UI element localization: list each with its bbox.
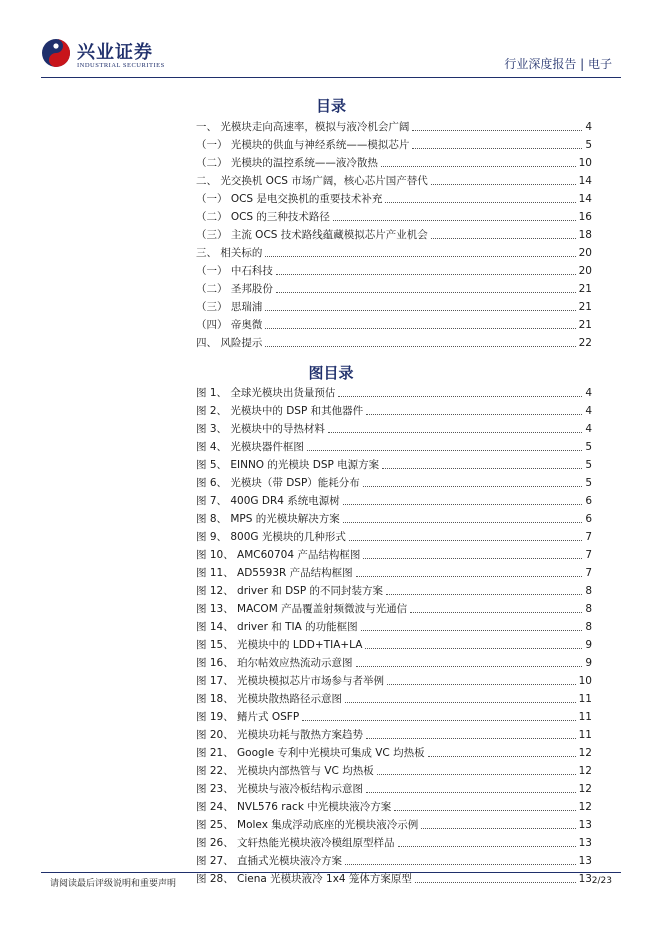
figure-entry-label: 图 12、 driver 和 DSP 的不同封装方案 [196,585,384,597]
toc-entry-label: 二、 光交换机 OCS 市场广阔，核心芯片国产替代 [196,175,428,187]
figure-entry[interactable] [196,814,592,832]
dot-leader [366,738,576,739]
figure-entry[interactable] [196,832,592,850]
figure-entry-page: 7 [585,531,592,543]
dot-leader [307,450,582,451]
dot-leader [366,792,576,793]
toc-entry-label: 四、 风险提示 [196,337,263,349]
toc-entry-label: （三） 思瑞浦 [196,301,263,313]
dot-leader [265,310,575,311]
figure-entry-label: 图 2、 光模块中的 DSP 和其他器件 [196,405,364,417]
toc-entry-page: 21 [578,283,592,295]
figure-entry-label: 图 27、 直插式光模块液冷方案 [196,855,343,867]
toc-entry[interactable] [196,116,592,134]
figure-entry-label: 图 14、 driver 和 TIA 的功能框图 [196,621,358,633]
dot-leader [385,202,575,203]
toc-entry[interactable] [196,314,592,332]
figure-entry-label: 图 11、 AD5593R 产品结构框图 [196,567,353,579]
figure-entry-page: 9 [585,639,592,651]
footer-disclaimer: 请阅读最后评级说明和重要声明 [50,879,177,889]
toc-title: 目录 [315,97,346,115]
figure-entry-label: 图 15、 光模块中的 LDD+TIA+LA [196,639,363,651]
figure-entry-page: 13 [578,819,592,831]
toc-entry[interactable] [196,170,592,188]
figure-entry[interactable] [196,850,592,868]
figure-entry[interactable] [196,634,592,652]
figure-entry-label: 图 3、 光模块中的导热材料 [196,423,325,435]
toc-entry-page: 20 [578,247,592,259]
figure-entry-label: 图 26、 文轩热能光模块液冷模组原型样品 [196,837,395,849]
dot-leader [428,756,576,757]
toc-entry[interactable] [196,296,592,314]
dot-leader [361,630,583,631]
figure-entry[interactable] [196,562,592,580]
dot-leader [343,522,583,523]
figure-entry-label: 图 20、 光模块功耗与散热方案趋势 [196,729,364,741]
toc-entry-page: 21 [578,319,592,331]
dot-leader [265,346,575,347]
figure-entry-page: 8 [585,603,592,615]
figure-entry-page: 12 [578,783,592,795]
figure-entry-page: 13 [578,855,592,867]
toc-entry[interactable] [196,134,592,152]
toc-entry[interactable] [196,260,592,278]
toc-entry[interactable] [196,278,592,296]
figure-entry[interactable] [196,508,592,526]
toc-entry-page: 18 [578,229,592,241]
figure-entry-page: 5 [585,477,592,489]
toc-entry-page: 5 [585,139,592,151]
figure-entry-page: 12 [578,801,592,813]
toc-entry-label: （一） 光模块的供血与神经系统——模拟芯片 [196,139,410,151]
toc-entry-page: 22 [578,337,592,349]
figure-entry[interactable] [196,778,592,796]
figure-entry-page: 4 [585,387,592,399]
dot-leader [365,648,582,649]
dot-leader [265,256,575,257]
figure-entry[interactable] [196,742,592,760]
figure-entry[interactable] [196,400,592,418]
figure-entry-page: 5 [585,441,592,453]
figure-entry[interactable] [196,580,592,598]
figure-entry-label: 图 5、 EINNO 的光模块 DSP 电源方案 [196,459,380,471]
figure-entry-label: 图 16、 珀尔帖效应热流动示意图 [196,657,353,669]
dot-leader [356,666,583,667]
figure-entry-page: 11 [578,729,592,741]
figure-entry[interactable] [196,454,592,472]
dot-leader [333,220,576,221]
dot-leader [431,184,576,185]
dot-leader [276,274,576,275]
figure-entry[interactable] [196,616,592,634]
toc-entry-page: 16 [578,211,592,223]
figure-entry-page: 5 [585,459,592,471]
figure-entry[interactable] [196,382,592,400]
dot-leader [387,684,576,685]
figure-entry-label: 图 9、 800G 光模块的几种形式 [196,531,346,543]
toc-entry-page: 14 [578,193,592,205]
figure-entry[interactable] [196,652,592,670]
page-header [0,0,662,80]
figure-entry-page: 11 [578,693,592,705]
dot-leader [349,540,582,541]
figure-entry-label: 图 4、 光模块器件框图 [196,441,304,453]
figure-entry[interactable] [196,526,592,544]
figure-entry-label: 图 19、 鳍片式 OSFP [196,711,300,723]
dot-leader [338,396,582,397]
dot-leader [302,720,575,721]
figure-entry-page: 12 [578,765,592,777]
figure-entry-page: 4 [585,405,592,417]
toc-entry-label: （二） 光模块的温控系统——液冷散热 [196,157,378,169]
toc-entry-label: （四） 帝奥微 [196,319,263,331]
figure-entry-label: 图 1、 全球光模块出货量预估 [196,387,336,399]
figure-entry[interactable] [196,436,592,454]
dot-leader [412,148,582,149]
toc-entry-page: 4 [585,121,592,133]
toc-entry[interactable] [196,188,592,206]
dot-leader [363,486,583,487]
figure-entry[interactable] [196,544,592,562]
figure-entry-page: 13 [578,837,592,849]
toc-entry[interactable] [196,332,592,350]
figure-entry[interactable] [196,418,592,436]
report-type: 行业深度报告 | 电子 [504,57,612,71]
figure-entry-page: 11 [578,711,592,723]
brand-name-cn: 兴业证券 [77,42,153,63]
figure-entry-page: 13 [578,873,592,885]
figure-entry-page: 7 [585,567,592,579]
figure-entry-label: 图 8、 MPS 的光模块解决方案 [196,513,340,525]
toc-entry[interactable] [196,206,592,224]
figure-entry-label: 图 23、 光模块与液冷板结构示意图 [196,783,364,795]
figure-entry-page: 12 [578,747,592,759]
figure-entry-label: 图 28、 Ciena 光模块液冷 1x4 笼体方案原型 [196,873,412,885]
dot-leader [394,810,575,811]
dot-leader [363,558,582,559]
toc-entry-page: 21 [578,301,592,313]
dot-leader [265,328,575,329]
toc-entry-page: 14 [578,175,592,187]
toc-entry-label: （二） OCS 的三种技术路径 [196,211,330,223]
figure-entry-page: 9 [585,657,592,669]
figure-list [196,382,592,886]
dot-leader [366,414,582,415]
figure-entry[interactable] [196,724,592,742]
dot-leader [356,576,583,577]
toc-entry[interactable] [196,224,592,242]
figure-entry-label: 图 18、 光模块散热路径示意图 [196,693,343,705]
figure-entry[interactable] [196,688,592,706]
dot-leader [276,292,576,293]
toc-entry[interactable] [196,242,592,260]
toc-list [196,116,592,350]
toc-entry-label: 三、 相关标的 [196,247,263,259]
dot-leader [412,130,582,131]
toc-entry[interactable] [196,152,592,170]
toc-entry-page: 20 [578,265,592,277]
dot-leader [328,432,582,433]
dot-leader [410,612,582,613]
figure-entry-page: 7 [585,549,592,561]
dot-leader [381,166,576,167]
figure-entry[interactable] [196,868,592,886]
figure-entry[interactable] [196,472,592,490]
dot-leader [431,238,576,239]
header-divider [41,77,621,78]
footer-divider [41,872,621,873]
figures-title: 图目录 [308,364,354,382]
toc-entry-label: （二） 圣邦股份 [196,283,273,295]
figure-entry-label: 图 7、 400G DR4 系统电源树 [196,495,340,507]
figure-entry-page: 6 [585,495,592,507]
figure-entry-label: 图 10、 AMC60704 产品结构框图 [196,549,361,561]
figure-entry[interactable] [196,670,592,688]
figure-entry-label: 图 13、 MACOM 产品覆盖射频微波与光通信 [196,603,408,615]
dot-leader [343,504,583,505]
figure-entry-page: 10 [578,675,592,687]
figure-entry-label: 图 22、 光模块内部热管与 VC 均热板 [196,765,374,777]
figure-entry-page: 4 [585,423,592,435]
figure-entry-label: 图 17、 光模块模拟芯片市场参与者举例 [196,675,385,687]
figure-entry-page: 6 [585,513,592,525]
brand-name-en: INDUSTRIAL SECURITIES [77,62,165,69]
toc-entry-label: （一） 中石科技 [196,265,273,277]
figure-entry-page: 8 [585,585,592,597]
figure-entry[interactable] [196,706,592,724]
dot-leader [345,864,576,865]
figure-entry-page: 8 [585,621,592,633]
dot-leader [386,594,582,595]
figure-entry[interactable] [196,796,592,814]
figure-entry-label: 图 6、 光模块（带 DSP）能耗分布 [196,477,360,489]
figure-entry-label: 图 25、 Molex 集成浮动底座的光模块液冷示例 [196,819,419,831]
dot-leader [398,846,576,847]
toc-entry-label: （三） 主流 OCS 技术路线蕴藏模拟芯片产业机会 [196,229,428,241]
figure-entry-label: 图 21、 Google 专利中光模块可集成 VC 均热板 [196,747,425,759]
dot-leader [421,828,575,829]
dot-leader [377,774,576,775]
page-number: 2/23 [591,876,612,886]
toc-entry-page: 10 [578,157,592,169]
dot-leader [382,468,582,469]
figure-entry[interactable] [196,760,592,778]
figure-entry[interactable] [196,490,592,508]
figure-entry-label: 图 24、 NVL576 rack 中光模块液冷方案 [196,801,392,813]
toc-entry-label: （一） OCS 是电交换机的重要技术补充 [196,193,383,205]
dot-leader [415,882,576,883]
figure-entry[interactable] [196,598,592,616]
dot-leader [345,702,576,703]
industrial-securities-logo-icon [41,38,71,68]
toc-entry-label: 一、 光模块走向高速率，模拟与液冷机会广阔 [196,121,410,133]
